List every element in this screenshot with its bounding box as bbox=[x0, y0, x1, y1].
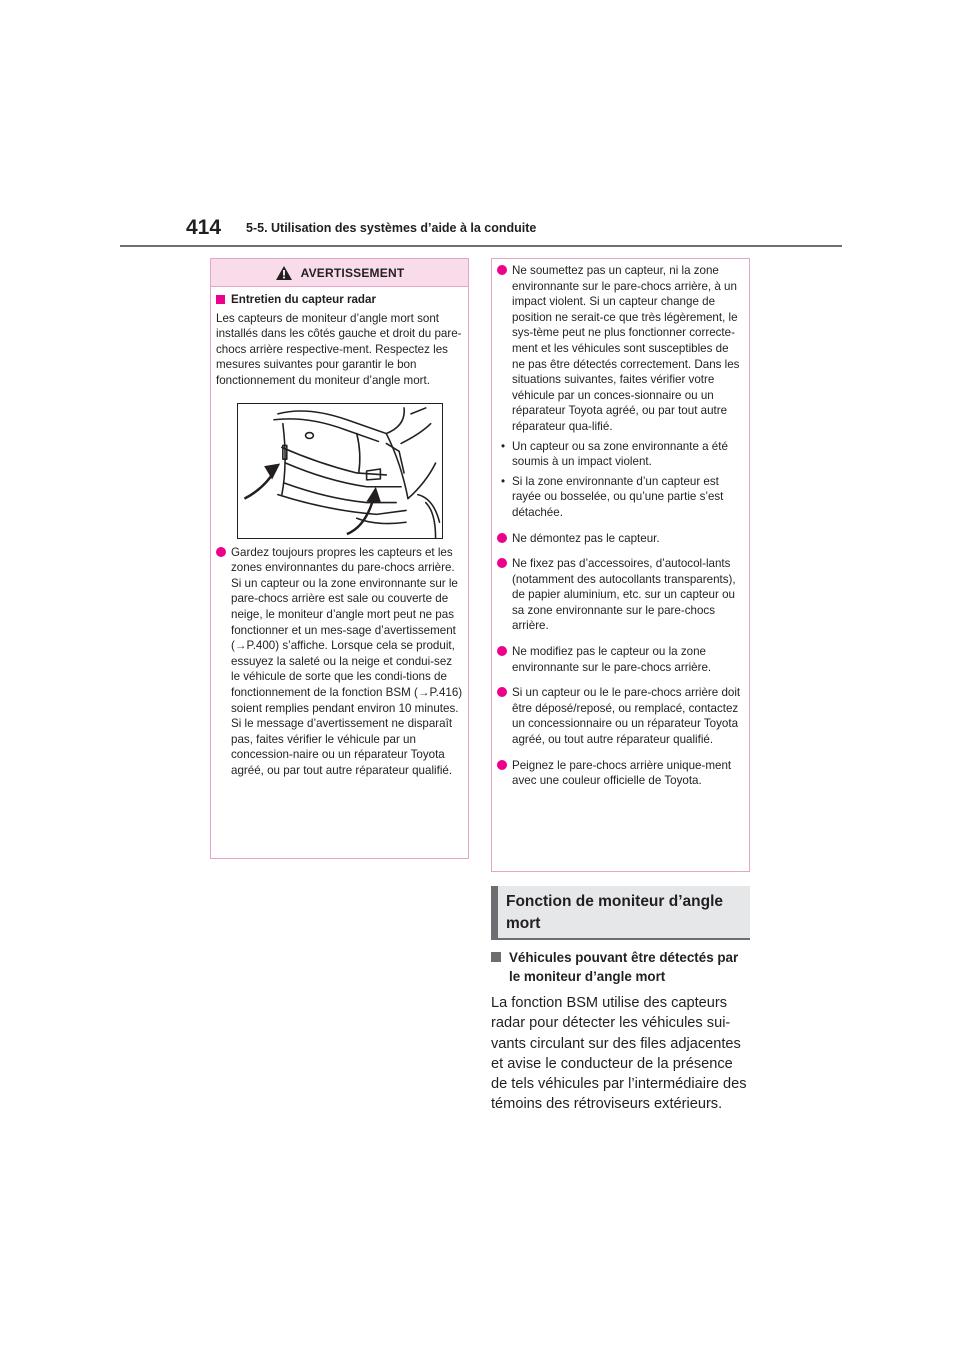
list-item: Ne modifiez pas le capteur ou la zone environnante sur le pare-chocs arrière. bbox=[497, 644, 744, 675]
chapter-title: 5-5. Utilisation des systèmes d’aide à la conduite bbox=[246, 221, 537, 235]
subheading bbox=[491, 948, 751, 986]
header-rule bbox=[120, 245, 842, 247]
section-body bbox=[491, 948, 751, 1115]
list-item: Ne fixez pas d’accessoires, d’autocol-lants (notamment des autocollants transparents), de papier aluminium, etc. sur un capteur ou sa zone environnante sur le pare-chocs arrière. bbox=[497, 556, 744, 634]
magenta-dot-icon bbox=[216, 547, 226, 557]
magenta-dot-icon bbox=[497, 687, 507, 697]
section-heading bbox=[216, 292, 463, 308]
rear-bumper-illustration bbox=[238, 404, 442, 538]
warning-triangle-icon bbox=[275, 265, 293, 281]
sub-list-item: • Si la zone environnante d’un capteur est rayée ou bosselée, ou qu’une partie s’est détachée. bbox=[501, 474, 724, 519]
sub-list-item: • Un capteur ou sa zone environnante a été soumis à un impact violent. bbox=[501, 439, 728, 469]
page-number: 414 bbox=[186, 216, 222, 239]
warning-box-left bbox=[210, 258, 469, 859]
magenta-dot-icon bbox=[497, 533, 507, 543]
heading-text: Entretien du capteur radar bbox=[231, 293, 376, 306]
body-paragraph: La fonction BSM utilise des capteurs radar pour détecter les véhicules sui-vants circulant sur des files adjacentes et avise le conducteur de la présence de tels véhicules par l’intermédiaire des témoins des rétroviseurs extérieurs. bbox=[491, 995, 747, 1113]
magenta-dot-icon bbox=[497, 646, 507, 656]
magenta-dot-icon bbox=[497, 760, 507, 770]
grey-square-icon bbox=[491, 952, 501, 962]
list-item: Ne soumettez pas un capteur, ni la zone environnante sur le pare-chocs arrière, à un impact violent. Si un capteur change de position ne serait-ce que très légèrement, le sys-tème peut ne plus fonctionner correcte-ment et les véhicules sont susceptibles de ne pas être détectés correctement. Dans les situations suivantes, faites vérifier votre véhicule par un conces-sionnaire ou un réparateur Toyota agréé, ou par tout autre réparateur qua-lifié. bbox=[497, 263, 744, 435]
rear-bumper-sensor-figure bbox=[237, 403, 443, 539]
list-item: Si un capteur ou le le pare-chocs arrière doit être déposé/reposé, ou remplacé, contactez un concessionnaire ou un réparateur Toyota agréé, ou tout autre réparateur qualifié. bbox=[497, 685, 744, 747]
warning-title: AVERTISSEMENT bbox=[300, 265, 405, 280]
list-item: Peignez le pare-chocs arrière unique-ment avec une couleur officielle de Toyota. bbox=[497, 758, 744, 789]
magenta-square-icon bbox=[216, 295, 225, 304]
section-title: Fonction de moniteur d’angle mort bbox=[491, 886, 750, 940]
magenta-dot-icon bbox=[497, 558, 507, 568]
list-item: Gardez toujours propres les capteurs et les zones environnantes du pare-chocs arrière. Si un capteur ou la zone environnante sur le pare-chocs arrière est sale ou couverte de neige, le moniteur d’angle mort peut ne pas fonctionner et un mes-sage d’avertissement (→P.400) s’affiche. Lorsque cela se produit, essuyez la saleté ou la neige et condui-sez le véhicule de sorte que les condi-tions de fonctionnement de la fonction BSM (→P.416) soient remplies pendant environ 10 minutes. Si le message d’avertissement ne disparaît pas, faites vérifier le véhicule par un concession-naire ou un réparateur Toyota agréé, ou par tout autre réparateur qualifié. bbox=[216, 545, 463, 779]
magenta-dot-icon bbox=[497, 265, 507, 275]
list-item: Ne démontez pas le capteur. bbox=[497, 531, 744, 547]
warning-header bbox=[211, 259, 468, 287]
subheading-text: Véhicules pouvant être détectés par le moniteur d’angle mort bbox=[509, 950, 739, 984]
warning-box-right bbox=[491, 258, 750, 872]
intro-paragraph: Les capteurs de moniteur d’angle mort sont installés dans les côtés gauche et droit du pare-chocs arrière respective-ment. Respectez les mesures suivantes pour garantir le bon fonctionnement du moniteur d’angle mort. bbox=[216, 311, 462, 387]
